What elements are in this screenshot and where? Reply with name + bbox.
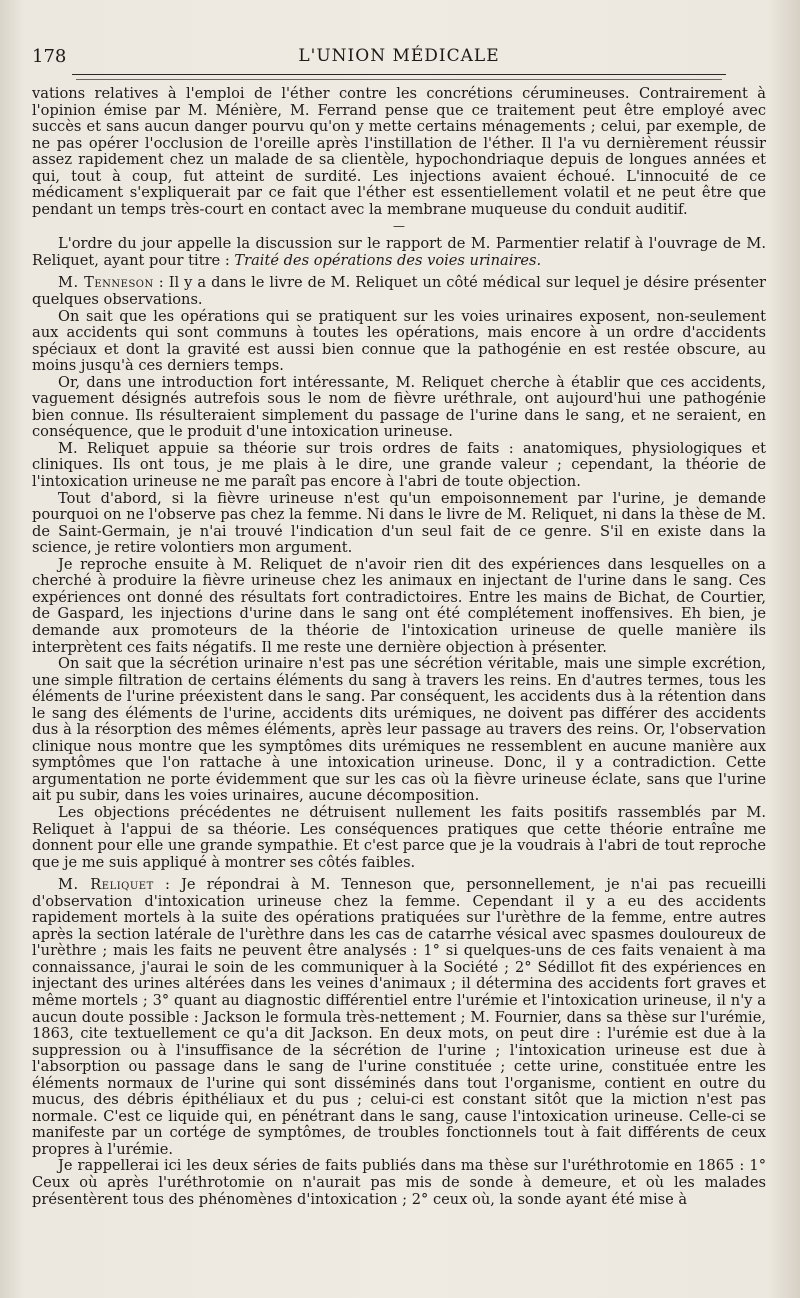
body-text [32,86,766,1208]
speaker-reliquet: M. Reliquet [58,876,154,894]
paragraph-6: M. Reliquet appuie sa théorie sur trois ordres de faits : anatomiques, physiologiques et cliniques. Ils ont tous, je me plais à le dire, une grande valeur ; cependant, la théorie de l'intoxication urineuse ne me paraît pas encore à l'abri de toute objection. [32,439,766,491]
paragraph-4: On sait que les opérations qui se pratiquent sur les voies urinaires exposent, non-seulement aux accidents qui sont communs à toutes les opérations, mais encore à un ordre d'accidents spéciaux et dont la gravité est aussi bien connue que la pathogénie en est restée obscure, au moins jusqu'à ces derniers temps. [32,307,766,375]
paragraph-7: Tout d'abord, si la fièvre urineuse n'est qu'un empoisonnement par l'urine, je demande pourquoi on ne l'observe pas chez la femme. Ni dans le livre de M. Reliquet, ni dans la thèse de M. de Saint-Germain, je n'ai trouvé l'indication d'un seul fait de ce genre. S'il en existe dans la science, je retire volontiers mon argument. [32,489,766,557]
paragraph-1: vations relatives à l'emploi de l'éther contre les concrétions cérumineuses. Contrairement à l'opinion émise par M. Ménière, M. Ferrand pense que ce traitement peut être employé avec succès et sans aucun danger pourvu qu'on y mette certains ménagements ; celui, par exemple, de ne pas opérer l'occlusion de l'oreille après l'instillation de l'éther. Il l'a vu dernièrement réussir assez rapidement chez un malade de sa clientèle, hypochondriaque depuis de longues années et qui, tout à coup, fut atteint de surdité. Les injections avaient échoué. L'innocuité de ce médicament s'expliquerait par ce fait que l'éther est essentiellement volatil et ne peut être que pendant un temps très-court en contact avec la membrane muqueuse du conduit auditif. [32,85,766,218]
paragraph-11-text: : Je répondrai à M. Tenneson que, personnellement, je n'ai pas recueilli d'observation d'intoxication urineuse chez la femme. Cependant il y a eu des accidents rapidement mortels à la suite des opérations pratiquées sur l'urèthre de la femme, entre autres après la section latérale de l'urèthre dans les cas de catarrhe vésical avec spasmes douloureux de l'urèthre ; mais les faits ne peuvent être analysés : 1° si quelques-uns de ces faits venaient à ma connaissance, j'aurai le soin de les communiquer à la Société ; 2° Sédillot fit des expériences en injectant des urines altérées dans les veines d'animaux ; il détermina des accidents fort graves et même mortels ; 3° quant au diagnostic différentiel entre l'urémie et l'intoxication urineuse, il n'y a aucun doute possible : Jackson le formula très-nettement ; M. Fournier, dans sa thèse sur l'urémie, 1863, cite textuellement ce qu'a dit Jackson. En deux mots, on peut dire : l'urémie est due à la suppression ou à l'insuffisance de la sécrétion de l'urine ; l'intoxication urineuse est due à l'absorption ou passage dans le sang de l'urine constituée ; cette urine, constituée entre les éléments normaux de l'urine qui sont disséminés dans tout l'organisme, contient en outre du mucus, des débris épithéliaux et du pus ; celui-ci est constant sitôt que la miction n'est pas normale. C'est ce liquide qui, en pénétrant dans le sang, cause l'intoxication urineuse. Celle-ci se manifeste par un cortége de symptômes, de troubles fonctionnels tout à fait différents de ceux propres à l'urémie. [32,876,766,1158]
header-rule [72,74,726,75]
paragraph-2 [32,236,766,269]
paragraph-9: On sait que la sécrétion urinaire n'est pas une sécrétion véritable, mais une simple excrétion, une simple filtration de certains éléments du sang à travers les reins. En d'autres termes, tous les éléments de l'urine préexistent dans le sang. Par conséquent, les accidents dus à la rétention dans le sang des éléments de l'urine, accidents dits urémiques, ne doivent pas différer des accidents dus à la résorption des mêmes éléments, après leur passage au travers des reins. Or, l'observation clinique nous montre que les symptômes dits urémiques ne ressemblent en aucune manière aux symptômes que l'on rattache à une intoxication urineuse. Donc, il y a contradiction. Cette argumentation ne porte évidemment que sur les cas où la fièvre urineuse éclate, sans que l'urine ait pu subir, dans les voies urinaires, aucune décomposition. [32,655,766,805]
page-number: 178 [32,46,67,67]
paragraph-2-text: L'ordre du jour appelle la discussion sur le rapport de M. Parmentier relatif à l'ouvrage de M. Reliquet, ayant pour titre : [32,235,766,269]
running-title: L'UNION MÉDICALE [298,46,500,66]
paragraph-3 [32,275,766,308]
paragraph-8: Je reproche ensuite à M. Reliquet de n'avoir rien dit des expériences dans lesquelles on a cherché à produire la fièvre urineuse chez les animaux en injectant de l'urine dans le sang. Ces expériences ont donné des résultats fort contradictoires. Entre les mains de Bichat, de Courtier, de Gaspard, les injections d'urine dans le sang ont été complétement inoffensives. Eh bien, je demande aux promoteurs de la théorie de l'intoxication urineuse de quelle manière ils interprètent ces faits négatifs. Il me reste une dernière objection à présenter. [32,555,766,656]
paragraph-3-text: : Il y a dans le livre de M. Reliquet un côté médical sur lequel je désire présenter quelques observations. [32,274,766,309]
paragraph-5: Or, dans une introduction fort intéressante, M. Reliquet cherche à établir que ces accidents, vaguement désignés autrefois sous le nom de fièvre uréthrale, ont aujourd'hui une pathogénie bien connue. Ils résulteraient simplement du passage de l'urine dans le sang, et ne seraient, en conséquence, que le produit d'une intoxication urineuse. [32,373,766,441]
header-rule-secondary [76,79,722,80]
paragraph-10: Les objections précédentes ne détruisent nullement les faits positifs rassemblés par M. Reliquet à l'appui de sa théorie. Les conséquences pratiques que cette théorie entraîne me donnent pour elle une grande sympathie. Et c'est parce que je la voudrais à l'abri de tout reproche que je me suis appliqué à montrer ses côtés faibles. [32,803,766,871]
speaker-tenneson: M. Tenneson [58,274,154,292]
book-title: Traité des opérations des voies urinaires. [234,251,542,269]
page-header [32,42,766,72]
paragraph-12: Je rappellerai ici les deux séries de faits publiés dans ma thèse sur l'uréthrotomie en 1865 : 1° Ceux où après l'uréthrotomie on n'aurait pas mis de sonde à demeure, et où les malades présentèrent tous des phénomènes d'intoxication ; 2° ceux où, la sonde ayant été mise à [32,1157,766,1208]
paragraph-11 [32,877,766,1158]
section-separator: — [393,219,405,234]
